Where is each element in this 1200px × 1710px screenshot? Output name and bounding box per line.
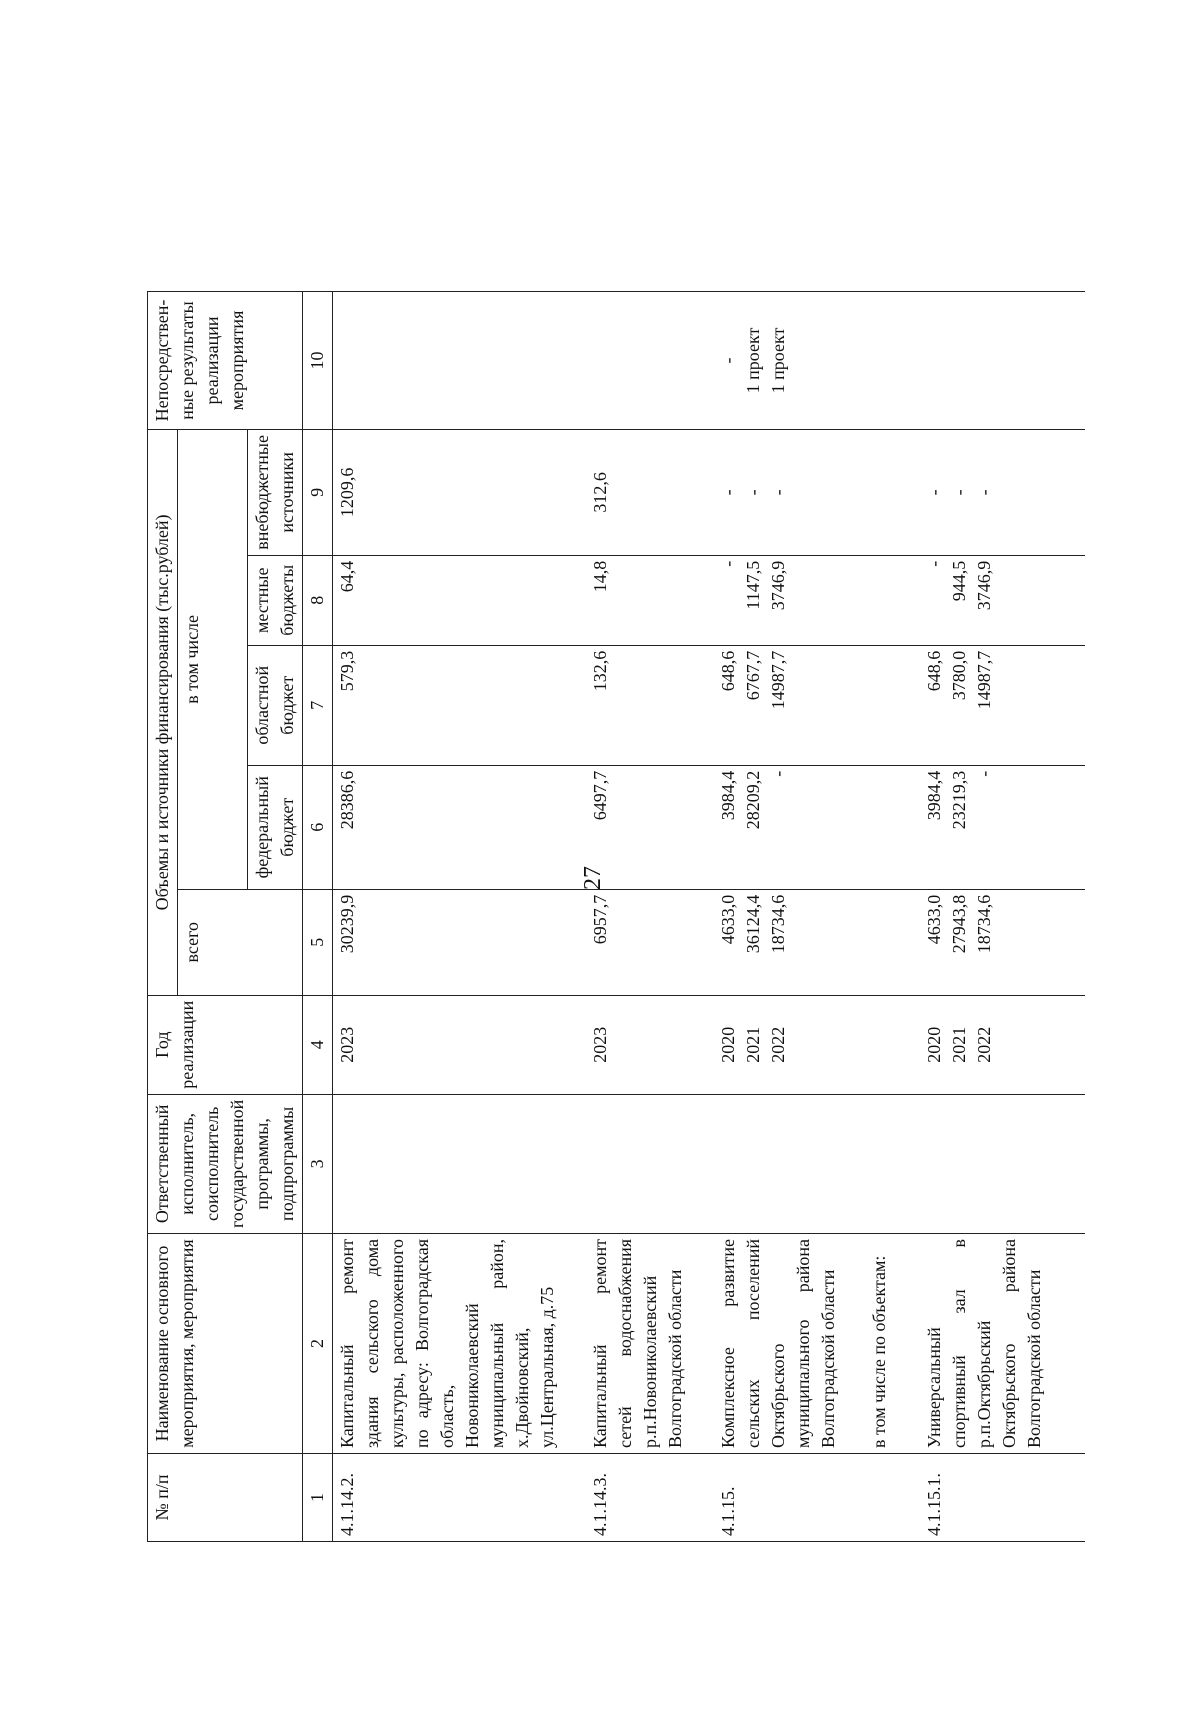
local-cell-value: 944,5	[949, 560, 969, 602]
local-cell-value: 14,8	[590, 560, 610, 593]
header-local: местные бюджеты	[248, 555, 303, 645]
federal-cell	[562, 765, 690, 889]
federal-cell-value: 28386,6	[337, 770, 357, 830]
year-cell-value: 2020	[718, 1026, 738, 1063]
table-row	[843, 292, 896, 1542]
header-year: Год реализации	[148, 995, 303, 1094]
program-table	[147, 291, 1085, 1542]
table-bottom-spacer	[1049, 292, 1085, 1542]
spacer-cell	[1049, 889, 1085, 995]
row-number: 4.1.15.1.	[896, 1454, 1049, 1542]
row-name: Комплексное развитие сельских поселений Октябрьского муниципального района Волгоградской области	[690, 1234, 843, 1454]
row-number: 4.1.14.2.	[333, 1454, 563, 1542]
local-cell-value: 3746,9	[768, 560, 788, 611]
extra-cell	[333, 430, 563, 556]
federal-cell-value: -	[974, 770, 994, 777]
header-regional: областной бюджет	[248, 645, 303, 765]
extra-cell	[690, 430, 843, 556]
spacer-cell	[1049, 645, 1085, 765]
year-cell-value: 2021	[743, 1026, 763, 1063]
results-cell	[843, 292, 896, 430]
total-cell-value: 36124,4	[743, 894, 763, 954]
header-name: Наименование основного мероприятия, мероприятия	[148, 1234, 303, 1454]
regional-cell-value: 579,3	[337, 650, 357, 692]
results-cell-value: 1 проект	[743, 327, 763, 394]
extra-cell-value: -	[743, 489, 763, 496]
local-cell-value: 1147,5	[743, 560, 763, 610]
regional-cell-value: 6767,7	[743, 650, 763, 701]
federal-cell	[333, 765, 563, 889]
row-number	[843, 1454, 896, 1542]
row-name: Капитальный ремонт здания сельского дома культуры, расположенного по адресу: Волгоградская область, Новониколаевский муниципальный район, х.Двойновский, ул.Центральная, д.75	[333, 1234, 563, 1454]
row-name: в том числе по объектам:	[843, 1234, 896, 1454]
spacer-cell	[1049, 765, 1085, 889]
results-cell-value: 1 проект	[768, 327, 788, 394]
row-name: Капитальный ремонт сетей водоснабжения р.п.Новониколаевский Волгоградской области	[562, 1234, 690, 1454]
header-results: Непосредствен-ные результаты реализации мероприятия	[148, 292, 303, 430]
row-executor	[690, 1094, 843, 1233]
row-number: 4.1.15.	[690, 1454, 843, 1542]
regional-cell-value: 648,6	[718, 650, 738, 692]
extra-cell-value: -	[949, 489, 969, 496]
total-cell	[562, 889, 690, 995]
header-funding-group: Объемы и источники финансирования (тыс.рублей)	[148, 430, 178, 996]
total-cell-value: 4633,0	[924, 894, 944, 945]
row-name: Универсальный спортивный зал в р.п.Октябрьский Октябрьского района Волгоградской области	[896, 1234, 1049, 1454]
total-cell-value: 30239,9	[337, 894, 357, 954]
results-cell-value	[972, 297, 997, 424]
page-number: 27	[580, 866, 606, 890]
spacer-cell	[1049, 1234, 1085, 1454]
spacer-cell	[1049, 995, 1085, 1094]
local-cell-value: -	[924, 560, 944, 567]
extra-cell	[562, 430, 690, 556]
column-number: 3	[303, 1094, 333, 1233]
header-subgroup: в том числе	[178, 430, 248, 890]
header-num: № п/п	[148, 1454, 303, 1542]
total-cell-value: 18734,6	[768, 894, 788, 954]
year-cell	[843, 995, 896, 1094]
regional-cell-value: 14987,7	[768, 650, 788, 710]
extra-cell-value: -	[924, 489, 944, 496]
year-cell-value: 2022	[768, 1026, 788, 1063]
regional-cell-value: 132,6	[590, 650, 610, 692]
total-cell	[690, 889, 843, 995]
column-number: 2	[303, 1234, 333, 1454]
table-row	[896, 292, 1049, 1542]
federal-cell	[690, 765, 843, 889]
total-cell	[333, 889, 563, 995]
column-number-row	[303, 292, 333, 1542]
extra-cell-value: 312,6	[590, 472, 610, 513]
column-number: 9	[303, 430, 333, 556]
local-cell-value: 64,4	[337, 560, 357, 593]
year-cell-value: 2023	[337, 1026, 357, 1063]
extra-cell-value: -	[974, 489, 994, 496]
results-cell	[690, 292, 843, 430]
regional-cell	[843, 645, 896, 765]
extra-cell-value: -	[718, 489, 738, 496]
row-executor	[333, 1094, 563, 1233]
column-number: 1	[303, 1454, 333, 1542]
regional-cell	[896, 645, 1049, 765]
row-number: 4.1.14.3.	[562, 1454, 690, 1542]
results-cell-value	[588, 297, 613, 424]
year-cell-value: 2021	[949, 1026, 969, 1063]
federal-cell-value: 23219,3	[949, 770, 969, 830]
year-cell-value: 2023	[590, 1026, 610, 1063]
column-number: 10	[303, 292, 333, 430]
regional-cell	[562, 645, 690, 765]
total-cell-value: 4633,0	[718, 894, 738, 945]
column-number: 6	[303, 765, 333, 889]
year-cell-value: 2020	[924, 1026, 944, 1063]
results-cell-value	[922, 297, 947, 424]
header-executor: Ответственный исполнитель, соисполнитель государственной программы, подпрограммы	[148, 1094, 303, 1233]
local-cell-value: 3746,9	[974, 560, 994, 611]
table-row	[333, 292, 563, 1542]
header-federal: федеральный бюджет	[248, 765, 303, 889]
federal-cell-value: 3984,4	[718, 770, 738, 821]
spacer-cell	[1049, 430, 1085, 556]
total-cell	[843, 889, 896, 995]
table-row	[690, 292, 843, 1542]
local-cell	[690, 555, 843, 645]
regional-cell	[333, 645, 563, 765]
regional-cell-value: 648,6	[924, 650, 944, 692]
total-cell-value: 6957,7	[590, 894, 610, 945]
column-number: 8	[303, 555, 333, 645]
year-cell	[896, 995, 1049, 1094]
spacer-cell	[1049, 1454, 1085, 1542]
local-cell	[333, 555, 563, 645]
regional-cell	[690, 645, 843, 765]
local-cell	[562, 555, 690, 645]
regional-cell-value: 3780,0	[949, 650, 969, 701]
local-cell-value: -	[718, 560, 738, 567]
results-cell-value	[947, 297, 972, 424]
local-cell	[896, 555, 1049, 645]
extra-cell	[896, 430, 1049, 556]
column-number: 5	[303, 889, 333, 995]
total-cell-value: 27943,8	[949, 894, 969, 954]
spacer-cell	[1049, 1094, 1085, 1233]
year-cell	[562, 995, 690, 1094]
extra-cell-value: -	[768, 489, 788, 496]
total-cell	[896, 889, 1049, 995]
column-number: 4	[303, 995, 333, 1094]
federal-cell-value: 3984,4	[924, 770, 944, 821]
total-cell-value: 18734,6	[974, 894, 994, 954]
spacer-cell	[1049, 555, 1085, 645]
results-cell-value: -	[718, 357, 738, 364]
row-executor	[896, 1094, 1049, 1233]
spacer-cell	[1049, 292, 1085, 430]
row-executor	[562, 1094, 690, 1233]
results-cell	[562, 292, 690, 430]
header-total: всего	[178, 889, 303, 995]
results-cell-value	[335, 297, 360, 424]
year-cell	[333, 995, 563, 1094]
year-cell	[690, 995, 843, 1094]
extra-cell	[843, 430, 896, 556]
table-row	[562, 292, 690, 1542]
row-executor	[843, 1094, 896, 1233]
column-number: 7	[303, 645, 333, 765]
federal-cell-value: 28209,2	[743, 770, 763, 830]
results-cell	[333, 292, 563, 430]
header-extra: внебюджетные источники	[248, 430, 303, 556]
regional-cell-value: 14987,7	[974, 650, 994, 710]
results-cell	[896, 292, 1049, 430]
extra-cell-value: 1209,6	[337, 467, 357, 518]
year-cell-value: 2022	[974, 1026, 994, 1063]
federal-cell-value: -	[768, 770, 788, 777]
federal-cell	[843, 765, 896, 889]
federal-cell	[896, 765, 1049, 889]
table-body	[303, 292, 1086, 1542]
local-cell	[843, 555, 896, 645]
federal-cell-value: 6497,7	[590, 770, 610, 821]
